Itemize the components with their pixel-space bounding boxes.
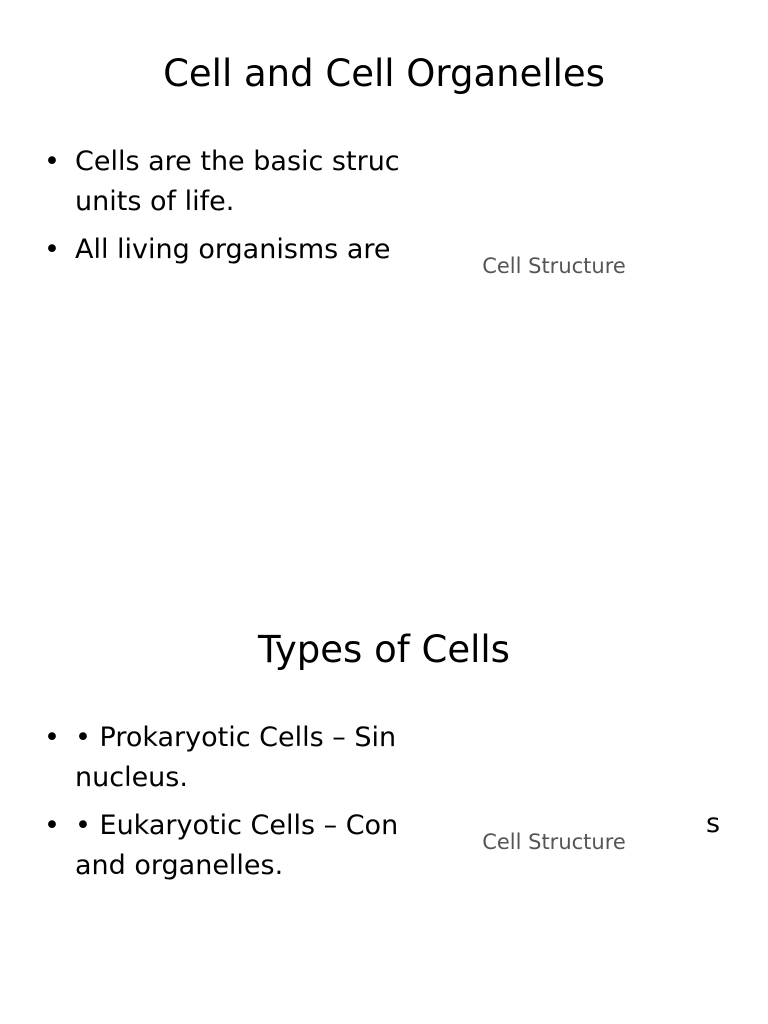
bullet-marker: • bbox=[44, 146, 60, 177]
image-caption: Cell Structure bbox=[482, 830, 626, 854]
slide-2 bbox=[0, 576, 768, 1024]
bullet-text: • Prokaryotic Cells – Sin nucleus. bbox=[75, 722, 397, 793]
bullet-text: All living organisms are bbox=[75, 234, 391, 265]
overflow-text-fragment: s bbox=[706, 808, 721, 839]
slide-title: Types of Cells bbox=[258, 628, 510, 671]
bullet-marker: • bbox=[44, 234, 60, 265]
image-caption: Cell Structure bbox=[482, 254, 626, 278]
bullet-marker: • bbox=[44, 810, 60, 841]
cell-structure-image bbox=[404, 108, 704, 418]
bullet-marker: • bbox=[44, 722, 60, 753]
slide-title: Cell and Cell Organelles bbox=[163, 52, 605, 95]
cell-structure-image bbox=[404, 684, 704, 994]
bullet-text: • Eukaryotic Cells – Con and organelles. bbox=[75, 810, 399, 881]
bullet-text: Cells are the basic struc units of life. bbox=[75, 146, 400, 217]
